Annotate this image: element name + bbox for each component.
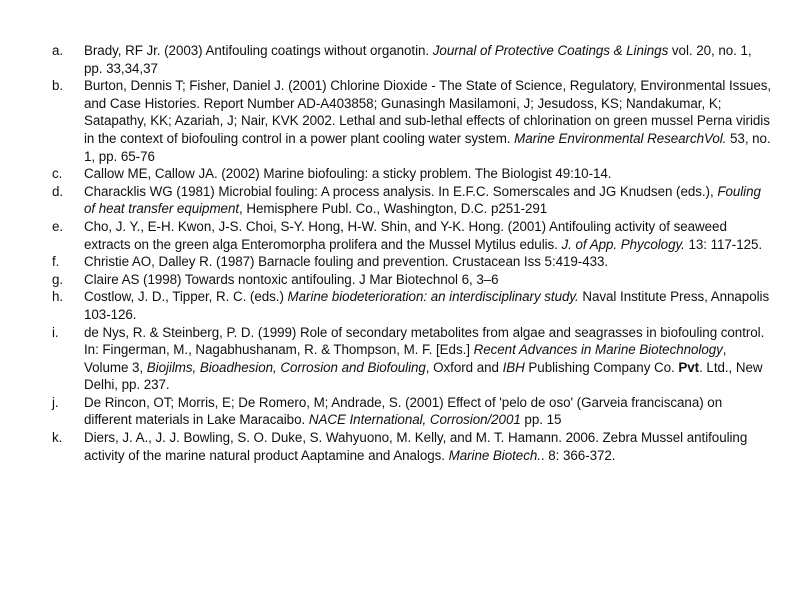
reference-segment: , Volume 3, (84, 342, 727, 375)
reference-item (52, 288, 772, 323)
reference-item (52, 165, 772, 183)
reference-marker: f. (52, 254, 60, 270)
reference-item (52, 324, 772, 394)
reference-marker: d. (52, 183, 64, 199)
reference-marker: g. (52, 271, 64, 287)
reference-italic-segment: Marine Environmental ResearchVol. (514, 130, 727, 146)
reference-segment: De Rincon, OT; Morris, E; De Romero, M; Andrade, S. (2001) Effect of 'pelo de oso' (Garveia franciscana) on different materials in Lake Maracaibo. (84, 394, 723, 428)
reference-segment: pp. 15 (520, 412, 562, 428)
reference-segment: Brady, RF Jr. (2003) Antifouling coatings without organotin. (84, 43, 433, 58)
reference-item (52, 77, 772, 165)
reference-italic-segment: J. of App. Phycology. (561, 236, 685, 252)
reference-item (52, 218, 772, 253)
reference-item (52, 394, 772, 429)
reference-italic-segment: IBH (502, 359, 525, 375)
reference-segment: 53, no. 1, pp. 65-76 (84, 130, 771, 164)
reference-marker: a. (52, 43, 64, 58)
reference-text (84, 219, 762, 252)
reference-segment: . 8: 366-372. (540, 447, 616, 463)
reference-italic-segment: Biojilms, Bioadhesion, Corrosion and Biofouling (146, 359, 426, 375)
reference-text (84, 395, 722, 428)
reference-text (84, 272, 499, 287)
reference-item (52, 253, 772, 271)
reference-marker: c. (52, 166, 63, 182)
reference-segment: Burton, Dennis T; Fisher, Daniel J. (2001) Chlorine Dioxide - The State of Science, Regulatory, Environmental Issues, and Case Histories. Report Number AD-A403858; Gunasingh Masilamoni, J; Jesudoss, KS; Nandakumar, K; Satapathy, KK; Azariah, J; Nair, KVK 2002. Lethal and sub-lethal effects of chlorination on green mussel Perna viridis in the context of biofouling control in a power plant cooling water system. (84, 78, 772, 146)
reference-italic-segment: Marine biodeterioration: an interdisciplinary study. (287, 289, 579, 305)
reference-segment: , Oxford and (425, 359, 503, 375)
reference-italic-segment: Fouling of heat transfer equipment (84, 183, 761, 217)
reference-text (84, 166, 611, 181)
reference-segment: 13: 117-125. (684, 236, 763, 252)
reference-segment: Callow ME, Callow JA. (2002) Marine biofouling: a sticky problem. The Biologist 49:10-14. (84, 166, 612, 182)
reference-italic-segment: Recent Advances in Marine Biotechnology (473, 342, 723, 358)
reference-marker: j. (52, 394, 59, 410)
reference-segment: Naval Institute Press, Annapolis 103-126. (84, 289, 770, 322)
reference-segment: Publishing Company Co. (524, 359, 679, 375)
reference-text (84, 184, 761, 217)
reference-italic-segment: NACE International, Corrosion/2001 (308, 412, 521, 428)
reference-segment: . Ltd., New Delhi, pp. 237. (84, 359, 763, 393)
reference-text (84, 325, 764, 393)
reference-italic-segment: Journal of Protective Coatings & Linings (432, 43, 669, 58)
reference-text (84, 78, 771, 163)
reference-text (84, 430, 747, 463)
reference-marker: e. (52, 218, 64, 234)
reference-marker: b. (52, 78, 64, 94)
reference-segment: Cho, J. Y., E-H. Kwon, J-S. Choi, S-Y. Hong, H-W. Shin, and Y-K. Hong. (2001) Antifouling activity of seaweed extracts on the green alga Enteromorpha prolifera and the Mussel Mytilus edulis. (84, 218, 727, 252)
reference-item (52, 271, 772, 289)
reference-item (52, 183, 772, 218)
reference-segment: de Nys, R. & Steinberg, P. D. (1999) Role of secondary metabolites from algae and seagrasses in biofouling control. In: Fingerman, M., Nagabhushanam, R. & Thompson, M. F. [Eds.] (84, 324, 765, 358)
reference-italic-segment: Marine Biotech. (448, 447, 541, 463)
reference-segment: Claire AS (1998) Towards nontoxic antifouling. J Mar Biotechnol 6, 3–6 (84, 271, 499, 287)
reference-marker: h. (52, 289, 64, 305)
reference-list (52, 42, 772, 464)
reference-item (52, 42, 772, 77)
reference-segment: Diers, J. A., J. J. Bowling, S. O. Duke, S. Wahyuono, M. Kelly, and M. T. Hamann. 2006. Zebra Mussel antifouling activity of the marine natural product Aaptamine and Analogs. (84, 430, 748, 463)
reference-marker: k. (52, 430, 63, 446)
reference-text (84, 254, 608, 269)
reference-segment: Christie AO, Dalley R. (1987) Barnacle fouling and prevention. Crustacean Iss 5:419-433. (84, 254, 609, 270)
reference-segment: , Hemisphere Publ. Co., Washington, D.C. p251-291 (239, 201, 548, 217)
reference-segment: Characklis WG (1981) Microbial fouling: A process analysis. In E.F.C. Somerscales and JG Knudsen (eds.), (84, 183, 718, 199)
reference-segment: vol. 20, no. 1, pp. 33,34,37 (84, 43, 752, 76)
reference-bold-segment: Pvt (678, 359, 700, 375)
reference-segment: Costlow, J. D., Tipper, R. C. (eds.) (84, 289, 288, 305)
reference-item (52, 429, 772, 464)
reference-text (84, 43, 752, 76)
reference-marker: i. (52, 324, 59, 340)
reference-text (84, 289, 769, 322)
